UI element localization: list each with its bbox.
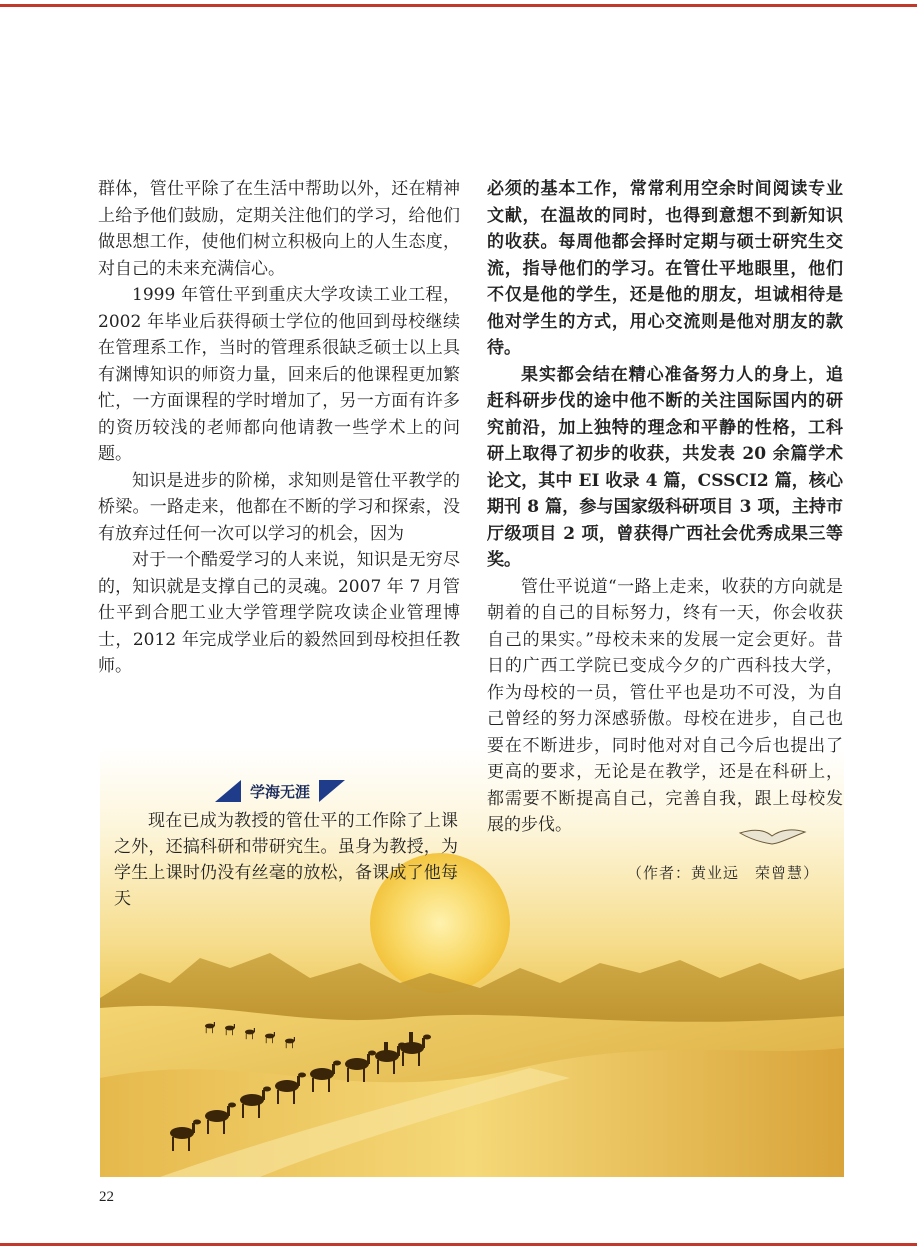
image-overlay-text: [114, 808, 458, 912]
right-paragraph-3: 管仕平说道“一路上走来，收获的方向就是朝着的自己的目标努力，终有一天，你会收获自己的果实。”母校未来的发展一定会更好。昔日的广西工学院已变成今夕的广西科技大学，作为母校的一员，管仕平也是功不可没，为自己曾经的努力深感骄傲。母校在进步，自己也要在不断进步，同时他对对自己今后也提出了更高的要求，无论是在教学，还是在科研上，都需要不断提高自己，完善自我，跟上母校发展的步伐。: [487, 576, 843, 835]
bottom-red-rule: [0, 1243, 917, 1246]
section-heading-text: 学海无涯: [249, 783, 310, 801]
overlay-paragraph: 现在已成为教授的管仕平的工作除了上课之外，还搞科研和带研究生。虽身为教授，为学生上课时仍没有丝毫的放松，备课成了他每天: [114, 811, 458, 909]
left-column: [98, 176, 460, 680]
right-triangle-icon: [319, 780, 345, 802]
top-red-rule: [0, 4, 917, 7]
right-column: [487, 176, 843, 839]
right-paragraph-2: 果实都会结在精心准备努力人的身上，追赶科研步伐的途中他不断的关注国际国内的研究前沿，加上独特的理念和平静的性格，工科研上取得了初步的收获，共发表 20 余篇学术论文，其中 EI 收录 4 篇，CSSCI2 篇，核心期刊 8 篇，参与国家级科研项目 3 项，主持市厅级项目 2 项，曾获得广西社会优秀成果三等奖。: [487, 364, 843, 570]
page-number: 22: [99, 1189, 114, 1205]
author-credit: （作者：黄业远 荣曾慧）: [627, 864, 820, 882]
left-triangle-icon: [215, 780, 241, 802]
left-paragraph-1: 群体，管仕平除了在生活中帮助以外，还在精神上给予他们鼓励，定期关注他们的学习，给他们做思想工作，使他们树立积极向上的人生态度，对自己的未来充满信心。: [98, 179, 460, 279]
right-paragraph-1: 必须的基本工作，常常利用空余时间阅读专业文献，在温故的同时，也得到意想不到新知识的收获。每周他都会择时定期与硕士研究生交流，指导他们的学习。在管仕平地眼里，他们不仅是他的学生，还是他的朋友，坦诚相待是他对学生的方式，用心交流则是他对朋友的款待。: [487, 179, 843, 358]
left-paragraph-3: 知识是进步的阶梯，求知则是管仕平教学的桥梁。一路走来，他都在不断的学习和探索，没有放弃过任何一次可以学习的机会，因为: [98, 470, 460, 544]
left-paragraph-2: 1999 年管仕平到重庆大学攻读工业工程，2002 年毕业后获得硕士学位的他回到母校继续在管理系工作，当时的管理系很缺乏硕士以上具有渊博知识的师资力量，回来后的他课程更加繁忙，一方面课程的学时增加了，另一方面有许多的资历较浅的老师都向他请教一些学术上的问题。: [98, 285, 460, 464]
section-heading-badge: [215, 780, 345, 802]
left-paragraph-4: 对于一个酷爱学习的人来说，知识是无穷尽的，知识就是支撑自己的灵魂。2007 年 7 月管仕平到合肥工业大学管理学院攻读企业管理博士，2012 年完成学业后的毅然回到母校担任教师。: [98, 550, 460, 676]
